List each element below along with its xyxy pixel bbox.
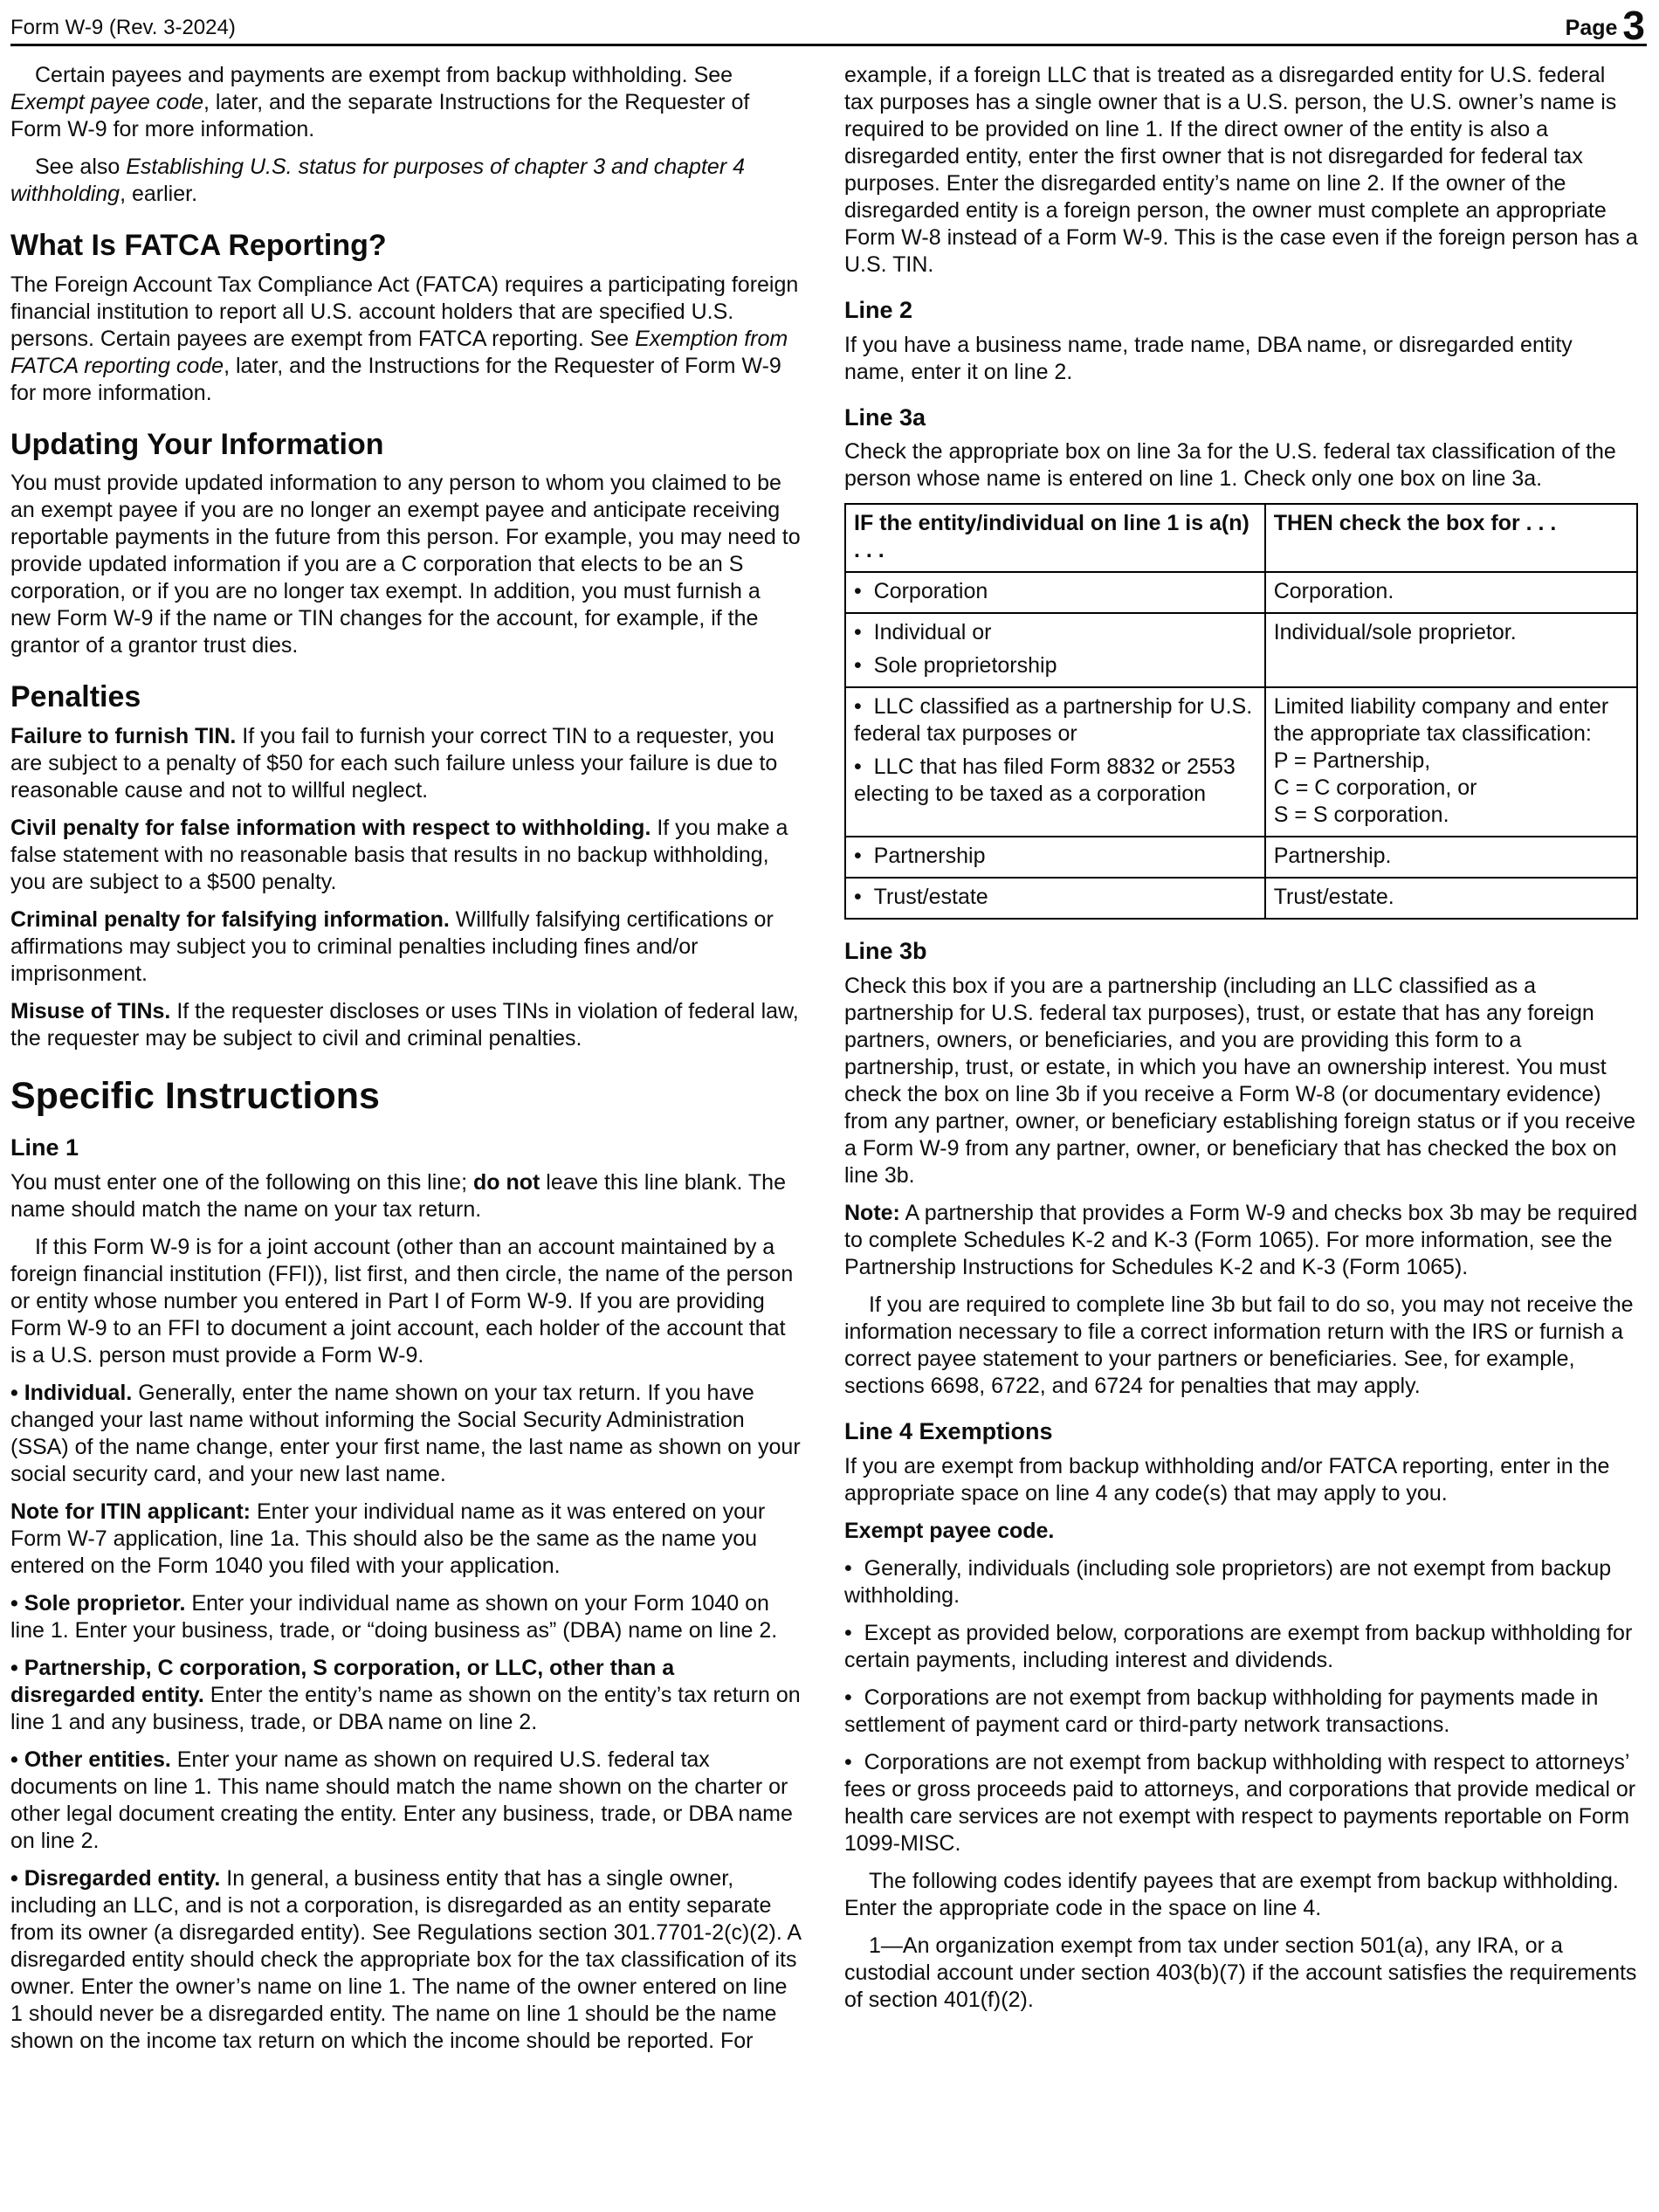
heading-specific-instructions: Specific Instructions	[10, 1075, 380, 1118]
table-cell	[845, 613, 1265, 687]
text-segment: Establishing U.S. status for purposes of chapter 3 and chapter 4 withholding	[10, 155, 745, 206]
text-segment: If you fail to furnish your correct TIN to a requester, you are subject to a penalty of $50 for each such failure unless your failure is due to reasonable cause and not to willful neglect.	[10, 724, 778, 803]
text-segment: In general, a business entity that has a single owner, including an LLC, and is not a corporation, is disregarded as an entity separate from its owner (a disregarded entity). See Regulations section 301.7701-2(c)(2). A disregarded entity should check the appropriate box for the tax classification of its owner. Enter the owner’s name on line 1. The name of the owner entered on line 1 should never be a disregarded entity. The name on line 1 should be the name shown on the income tax return on which the income should be reported. For	[10, 1865, 801, 2053]
text-segment: • Individual.	[10, 1380, 133, 1405]
table-cell-line: Trust/estate.	[1273, 885, 1394, 910]
table-cell-line: P = Partnership,	[1273, 748, 1431, 774]
text-segment: If you make a false statement with no reasonable basis that results in no backup withholding, you are subject to a $500 penalty.	[10, 816, 788, 895]
text-segment: 1—An organization exempt from tax under section 501(a), any IRA, or a custodial account under section 403(b)(7) if the account satisfies the requirements of section 401(f)(2).	[844, 1933, 1637, 2012]
text-segment: Note:	[844, 1201, 900, 1226]
left-column	[10, 62, 804, 2065]
text-segment: Certain payees and payments are exempt from backup withholding. See	[35, 63, 733, 87]
bullet-item	[10, 1747, 804, 1855]
heading-what-is-fatca-reporting: What Is FATCA Reporting?	[10, 229, 387, 262]
text-segment: A partnership that provides a Form W-9 and checks box 3b may be required to complete Schedules K-2 and K-3 (Form 1065). For more information, see the Partnership Instructions for Schedules K-2 and K-3 (Form 1065).	[844, 1201, 1638, 1280]
text-segment: Enter your individual name as shown on your Form 1040 on line 1. Enter your business, trade, or “doing business as” (DBA) name on line 2.	[10, 1590, 778, 1643]
table-cell	[1265, 687, 1637, 837]
text-segment: • Corporations are not exempt from backup withholding with respect to attorneys’ fees or gross proceeds paid to attorneys, and corporations that provide medical or health care services are not exempt with respect to payments reportable on Form 1099-MISC.	[844, 1749, 1636, 1856]
table-cell-line: C = C corporation, or	[1273, 775, 1477, 801]
table-cell-line: • Partnership	[854, 844, 986, 869]
bullet-item	[844, 1685, 1638, 1739]
bullet-item	[844, 1620, 1638, 1674]
text-segment: Note for ITIN applicant:	[10, 1499, 251, 1524]
text-segment: If you are exempt from backup withholding and/or FATCA reporting, enter in the appropriate space on line 4 any code(s) that may apply to you.	[844, 1453, 1610, 1506]
right-column	[844, 62, 1638, 2065]
text-segment: The Foreign Account Tax Compliance Act (FATCA) requires a participating foreign financial institution to report all U.S. account holders that are specified U.S. persons. Certain payees are exempt from FATCA reporting. See	[10, 272, 799, 351]
heading-line-4-exemptions: Line 4 Exemptions	[844, 1418, 1053, 1445]
paragraph	[844, 1518, 1638, 1545]
bullet-item	[10, 1590, 804, 1644]
table-row	[845, 878, 1637, 919]
bullet-item	[10, 1380, 804, 1488]
text-segment: Exempt payee code.	[844, 1518, 1055, 1543]
bullet-item	[10, 1865, 804, 2055]
bullet-item	[10, 1655, 804, 1736]
paragraph	[10, 154, 804, 208]
table-cell-line: • Trust/estate	[854, 885, 988, 910]
paragraph	[10, 998, 804, 1052]
table-cell-line: Limited liability company and enter the appropriate tax classification:	[1273, 694, 1609, 747]
table-cell-line: Individual/sole proprietor.	[1273, 620, 1517, 645]
text-segment: Failure to furnish TIN.	[10, 724, 237, 749]
page-number: 3	[1622, 3, 1645, 48]
page-header	[10, 3, 1647, 48]
text-segment: do not	[472, 1169, 540, 1195]
table-cell-line: Corporation.	[1273, 579, 1394, 604]
paragraph	[844, 973, 1638, 1189]
text-segment: Check the appropriate box on line 3a for the U.S. federal tax classification of the person whose name is entered on line 1. Check only one box on line 3a.	[844, 439, 1616, 492]
two-column-body	[10, 46, 1647, 2065]
paragraph	[10, 723, 804, 804]
text-segment: Criminal penalty for falsifying information.	[10, 907, 450, 933]
paragraph	[10, 1169, 804, 1223]
text-segment: Enter your individual name as it was entered on your Form W-7 application, line 1a. This should also be the same as the name you entered on the Form 1040 you filed with your application.	[10, 1499, 766, 1578]
text-segment: • Generally, individuals (including sole proprietors) are not exempt from backup withholding.	[844, 1555, 1612, 1608]
heading-penalties: Penalties	[10, 680, 141, 714]
text-segment: Exempt payee code	[10, 90, 203, 114]
text-segment: , later, and the Instructions for the Requester of Form W-9 for more information.	[10, 353, 781, 405]
line-3a-classification-table	[844, 503, 1638, 920]
paragraph	[844, 1292, 1638, 1400]
table-row	[845, 572, 1637, 613]
text-segment: Willfully falsifying certifications or affirmations may subject you to criminal penalties including fines and/or imprisonment.	[10, 907, 774, 987]
text-segment: example, if a foreign LLC that is treated as a disregarded entity for U.S. federal tax purposes has a single owner that is a U.S. person, the U.S. owner’s name is required to be provided on line 1. If the direct owner of the entity is also a disregarded entity, enter the first owner that is not disregarded for federal tax purposes. Enter the disregarded entity’s name on line 2. If the owner of the disregarded entity is a foreign person, the owner must complete an appropriate Form W-8 instead of a Form W-9. This is the case even if the foreign person has a U.S. TIN.	[844, 63, 1638, 277]
text-segment: If you have a business name, trade name, DBA name, or disregarded entity name, enter it on line 2.	[844, 332, 1573, 384]
bullet-item	[844, 1555, 1638, 1609]
table-row	[845, 687, 1637, 837]
table-cell-line: • Sole proprietorship	[854, 653, 1057, 679]
text-segment: • Sole proprietor.	[10, 1590, 186, 1616]
heading-line-1: Line 1	[10, 1134, 79, 1161]
table-cell	[1265, 878, 1637, 919]
text-segment: You must enter one of the following on this line;	[10, 1169, 473, 1195]
text-segment: Misuse of TINs.	[10, 999, 171, 1024]
text-segment: If the requester discloses or uses TINs in violation of federal law, the requester may be subject to civil and criminal penalties.	[10, 999, 799, 1051]
text-segment: , earlier.	[120, 182, 198, 206]
text-segment: Enter your name as shown on required U.S. federal tax documents on line 1. This name should match the name shown on the charter or other legal document creating the entity. Enter any business, trade, or DBA name on line 2.	[10, 1747, 793, 1853]
table-cell-line: • LLC classified as a partnership for U.S. federal tax purposes or	[854, 694, 1253, 747]
table-header-row	[845, 504, 1637, 572]
table-cell	[845, 687, 1265, 837]
text-segment: • Except as provided below, corporations are exempt from backup withholding for certain payments, including interest and dividends.	[844, 1620, 1633, 1672]
text-segment: • Other entities.	[10, 1747, 171, 1772]
paragraph	[844, 62, 1638, 279]
form-revision-label: Form W-9 (Rev. 3-2024)	[10, 16, 236, 39]
paragraph	[10, 906, 804, 988]
paragraph	[10, 815, 804, 896]
text-segment: See also	[35, 155, 127, 179]
table-cell	[845, 572, 1265, 613]
text-segment: • Disregarded entity.	[10, 1865, 221, 1891]
text-segment: Civil penalty for false information with respect to withholding.	[10, 816, 651, 841]
table-cell	[845, 837, 1265, 878]
table-cell	[1265, 572, 1637, 613]
heading-line-3b: Line 3b	[844, 938, 927, 965]
table-cell-line: • LLC that has filed Form 8832 or 2553 electing to be taxed as a corporation	[854, 755, 1236, 807]
text-segment: Exemption from FATCA reporting code	[10, 326, 788, 378]
page-word: Page	[1565, 16, 1618, 40]
table-header-cell: THEN check the box for . . .	[1265, 504, 1637, 572]
table-header-cell: IF the entity/individual on line 1 is a(n) . . .	[845, 504, 1265, 572]
text-segment: You must provide updated information to any person to whom you claimed to be an exempt payee if you are no longer an exempt payee and anticipate receiving reportable payments in the future from this person. For example, you may need to provide updated information if you are a C corporation that elects to be an S corporation, or if you are no longer tax exempt. In addition, you must furnish a new Form W-9 if the name or TIN changes for the account, for example, if the grantor of a grantor trust dies.	[10, 471, 801, 658]
text-segment: Check this box if you are a partnership (including an LLC classified as a partnership for U.S. federal tax purposes), trust, or estate that has any foreign partners, owners, or beneficiaries, and you are providing this form to a partnership, trust, or estate, in which you have an ownership interest. You must check the box on line 3b if you receive a Form W-8 (or documentary evidence) from any partner, owner, or beneficiary establishing foreign status or if you receive a Form W-9 from any partner, owner, or beneficiary that has checked the box on line 3b.	[844, 974, 1636, 1189]
paragraph	[10, 470, 804, 659]
paragraph	[10, 62, 804, 143]
text-segment: The following codes identify payees that are exempt from backup withholding. Enter the appropriate code in the space on line 4.	[844, 1868, 1619, 1920]
table-cell	[1265, 837, 1637, 878]
paragraph	[844, 332, 1638, 386]
paragraph	[844, 1933, 1638, 2014]
table-cell-line: • Corporation	[854, 579, 988, 604]
paragraph	[844, 438, 1638, 493]
heading-line-3a: Line 3a	[844, 403, 926, 431]
paragraph	[10, 1234, 804, 1369]
page-indicator	[1565, 3, 1645, 48]
text-segment: • Partnership, C corporation, S corporation, or LLC, other than a disregarded entity.	[10, 1655, 675, 1707]
bullet-item	[844, 1749, 1638, 1857]
table-cell-line: Partnership.	[1273, 844, 1392, 869]
heading-line-2: Line 2	[844, 297, 913, 323]
table-row	[845, 613, 1637, 687]
text-segment: • Corporations are not exempt from backup withholding for payments made in settlement of payment card or third-party network transactions.	[844, 1685, 1599, 1737]
text-segment: leave this line blank. The name should match the name on your tax return.	[10, 1169, 786, 1222]
paragraph	[10, 1499, 804, 1580]
text-segment: If this Form W-9 is for a joint account (other than an account maintained by a foreign financial institution (FFI)), list first, and then circle, the name of the person or entity whose number you entered in Part I of Form W-9. If you are providing Form W-9 to an FFI to document a joint account, each holder of the account that is a U.S. person must provide a Form W-9.	[10, 1234, 794, 1368]
table-cell	[845, 878, 1265, 919]
table-cell	[1265, 613, 1637, 687]
table-cell-line: S = S corporation.	[1273, 803, 1449, 828]
text-segment: Enter the entity’s name as shown on the entity’s tax return on line 1 and any business, trade, or DBA name on line 2.	[10, 1682, 801, 1734]
text-segment: , later, and the separate Instructions for the Requester of Form W-9 for more information.	[10, 90, 750, 141]
paragraph	[844, 1868, 1638, 1922]
text-segment: If you are required to complete line 3b but fail to do so, you may not receive the information necessary to file a correct information return with the IRS or furnish a correct payee statement to your partners or beneficiaries. See, for example, sections 6698, 6722, and 6724 for penalties that may apply.	[844, 1292, 1634, 1399]
paragraph	[844, 1200, 1638, 1281]
table-cell-line: • Individual or	[854, 620, 992, 645]
heading-updating-your-information: Updating Your Information	[10, 427, 384, 461]
text-segment: Generally, enter the name shown on your tax return. If you have changed your last name without informing the Social Security Administration (SSA) of the name change, enter your first name, the last name as shown on your social security card, and your new last name.	[10, 1380, 801, 1486]
paragraph	[10, 272, 804, 407]
paragraph	[844, 1453, 1638, 1507]
table-row	[845, 837, 1637, 878]
